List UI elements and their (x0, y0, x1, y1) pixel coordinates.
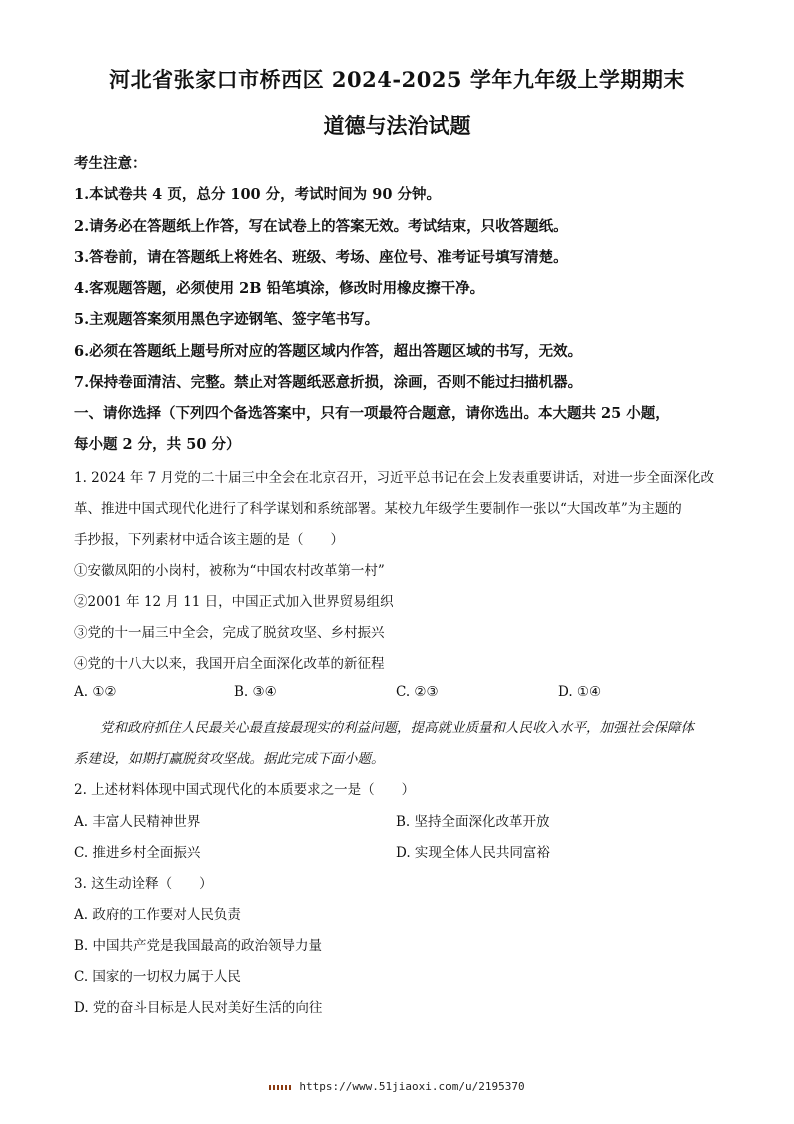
watermark-logo-icon (269, 1085, 293, 1090)
q2-option-b: B. 坚持全面深化改革开放 (396, 814, 550, 830)
q3-stem: 3. 这生动诠释（ ） (74, 876, 213, 892)
q3-option-b: B. 中国共产党是我国最高的政治领导力量 (74, 938, 323, 954)
q1-option-d: D. ①④ (558, 684, 602, 700)
q1-stem: 革、推进中国式现代化进行了科学谋划和系统部署。某校九年级学生要制作一张以“大国改革”为主题的 (74, 501, 682, 517)
q1-item: ①安徽凤阳的小岗村，被称为“中国农村改革第一村” (74, 563, 385, 579)
q1-option-b: B. ③④ (234, 684, 277, 700)
section-heading: 一、请你选择（下列四个备选答案中，只有一项最符合题意，请你选出。本大题共 25 小题， (74, 405, 670, 422)
q1-item: ②2001 年 12 月 11 日，中国正式加入世界贸易组织 (74, 594, 394, 610)
notice-item: 2.请务必在答题纸上作答，写在试卷上的答案无效。考试结束，只收答题纸。 (74, 218, 568, 235)
q2-option-a: A. 丰富人民精神世界 (74, 814, 201, 830)
q1-item: ④党的十八大以来，我国开启全面深化改革的新征程 (74, 656, 385, 672)
q1-option-a: A. ①② (74, 684, 117, 700)
notice-item: 5.主观题答案须用黑色字迹钢笔、签字笔书写。 (74, 311, 380, 328)
notice-item: 7.保持卷面清洁、完整。禁止对答题纸恶意折损，涂画，否则不能过扫描机器。 (74, 374, 583, 391)
q1-option-c: C. ②③ (396, 684, 439, 700)
material-text: 党和政府抓住人民最关心最直接最现实的利益问题，提高就业质量和人民收入水平，加强社会保障体 (100, 720, 694, 736)
q1-item: ③党的十一届三中全会，完成了脱贫攻坚、乡村振兴 (74, 625, 385, 641)
page-subtitle: 道德与法治试题 (323, 113, 471, 138)
q2-option-d: D. 实现全体人民共同富裕 (396, 845, 550, 861)
notice-item: 3.答卷前，请在答题纸上将姓名、班级、考场、座位号、准考证号填写清楚。 (74, 249, 568, 266)
notice-item: 1.本试卷共 4 页，总分 100 分，考试时间为 90 分钟。 (74, 186, 441, 203)
material-text: 系建设，如期打赢脱贫攻坚战。据此完成下面小题。 (74, 751, 385, 767)
q2-stem: 2. 上述材料体现中国式现代化的本质要求之一是（ ） (74, 782, 416, 798)
q1-stem: 手抄报，下列素材中适合该主题的是（ ） (74, 532, 344, 548)
q1-stem: 1. 2024 年 7 月党的二十届三中全会在北京召开，习近平总书记在会上发表重要讲话，对进一步全面深化改 (74, 470, 714, 486)
page-title: 河北省张家口市桥西区 2024-2025 学年九年级上学期期末 (109, 67, 685, 92)
q3-option-a: A. 政府的工作要对人民负责 (74, 907, 241, 923)
footer-url[interactable]: https://www.51jiaoxi.com/u/2195370 (299, 1080, 525, 1093)
notice-heading: 考生注意： (74, 155, 147, 172)
notice-item: 4.客观题答题，必须使用 2B 铅笔填涂，修改时用橡皮擦干净。 (74, 280, 485, 297)
q3-option-c: C. 国家的一切权力属于人民 (74, 969, 241, 985)
q3-option-d: D. 党的奋斗目标是人民对美好生活的向往 (74, 1000, 323, 1016)
page-footer (0, 1080, 794, 1093)
section-heading-cont: 每小题 2 分，共 50 分） (74, 436, 241, 453)
q2-option-c: C. 推进乡村全面振兴 (74, 845, 201, 861)
notice-item: 6.必须在答题纸上题号所对应的答题区域内作答，超出答题区域的书写，无效。 (74, 343, 583, 360)
